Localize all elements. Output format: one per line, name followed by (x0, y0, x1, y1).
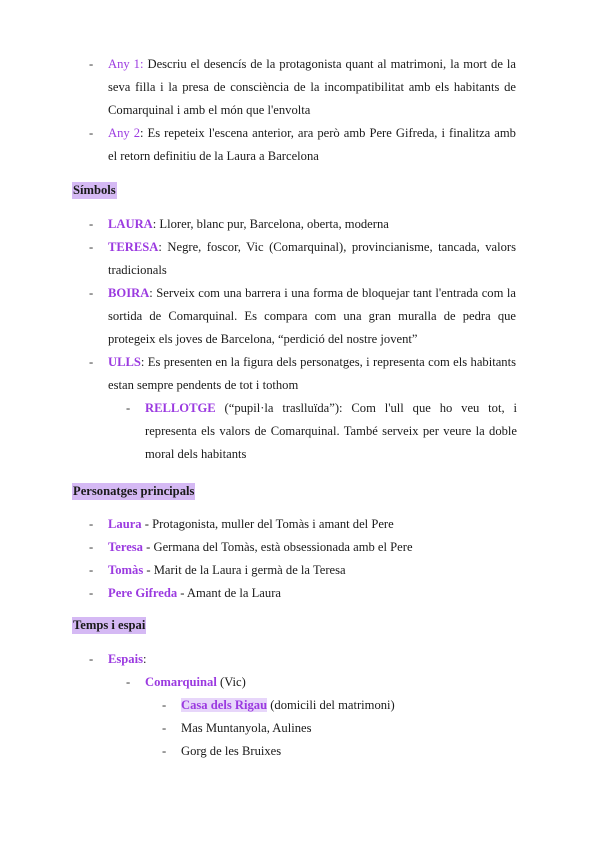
item-text: (domicili del matrimoni) (267, 698, 395, 712)
intro-list (0, 53, 600, 168)
list-item (108, 53, 516, 122)
list-item (108, 236, 516, 282)
simbols-section (0, 213, 600, 466)
item-text: - Marit de la Laura i germà de la Teresa (143, 563, 346, 577)
item-key: Pere Gifreda (108, 586, 178, 600)
list-item (108, 213, 516, 236)
item-text: : (143, 652, 147, 666)
item-text: Mas Muntanyola, Aulines (181, 721, 312, 735)
item-key: TERESA (108, 240, 159, 254)
list-sub-item (145, 671, 517, 694)
list-item (108, 282, 516, 351)
item-text: : Es presenten en la figura dels personatges, i representa com els habitants estan sempre pendents de tot i tothom (108, 355, 516, 392)
item-key: LAURA (108, 217, 153, 231)
item-key: Any 1: (108, 57, 144, 71)
item-key: ULLS (108, 355, 141, 369)
item-text: Descriu el desencís de la protagonista quant al matrimoni, la mort de la seva filla i la presa de consciència de la incompatibilitat amb els habitants de Comarquinal i amb el món que l'envolta (108, 57, 517, 117)
list-item (108, 122, 516, 168)
list-item (108, 536, 516, 559)
list-sub-sub-item (181, 740, 517, 763)
item-key: Casa dels Rigau (181, 698, 268, 712)
intro-section (0, 53, 600, 168)
list-item (108, 582, 516, 605)
item-key: Laura (108, 517, 142, 531)
section-heading-temps: Temps i espai (73, 618, 146, 632)
item-text: (“pupil·la traslluïda”): Com l'ull que ho veu tot, i representa els valors de Comarquinal. També serveix per veure la doble moral dels habitants (145, 401, 517, 461)
list-item (108, 559, 516, 582)
item-text: - Protagonista, muller del Tomàs i amant del Pere (141, 517, 394, 531)
section-heading-simbols: Símbols (73, 183, 116, 197)
list-sub-sub-item (181, 717, 517, 740)
item-key: Tomàs (108, 563, 144, 577)
item-text: (Vic) (216, 675, 246, 689)
list-item (108, 351, 516, 397)
item-key: Teresa (108, 540, 143, 554)
item-text: - Amant de la Laura (177, 586, 281, 600)
item-text: Gorg de les Bruixes (181, 744, 282, 758)
temps-list (0, 648, 600, 763)
list-item (108, 648, 516, 671)
item-key: Any 2 (108, 126, 141, 140)
item-key: BOIRA (108, 286, 150, 300)
personatges-section (0, 513, 600, 605)
item-key: Comarquinal (145, 675, 217, 689)
item-text: : Es repeteix l'escena anterior, ara però amb Pere Gifreda, i finalitza amb el retorn definitiu de la Laura a Barcelona (108, 126, 516, 163)
item-text: : Serveix com una barrera i una forma de bloquejar tant l'entrada com la sortida de Comarquinal. Es compara com una gran muralla de pedra que protegeix els joves de Barcelona, “perdició del nostre jovent” (108, 286, 516, 346)
item-text: - Germana del Tomàs, està obsessionada amb el Pere (142, 540, 413, 554)
list-sub-item (145, 397, 517, 466)
simbols-list (0, 213, 600, 466)
section-heading-personatges: Personatges principals (73, 484, 195, 498)
item-key: RELLOTGE (145, 401, 216, 415)
item-text: : Llorer, blanc pur, Barcelona, oberta, moderna (152, 217, 389, 231)
list-sub-sub-item (181, 694, 517, 717)
item-key: Espais (108, 652, 144, 666)
item-text: : Negre, foscor, Vic (Comarquinal), provincianisme, tancada, valors tradicionals (108, 240, 516, 277)
personatges-list (0, 513, 600, 605)
list-item (108, 513, 516, 536)
temps-section (0, 648, 600, 763)
